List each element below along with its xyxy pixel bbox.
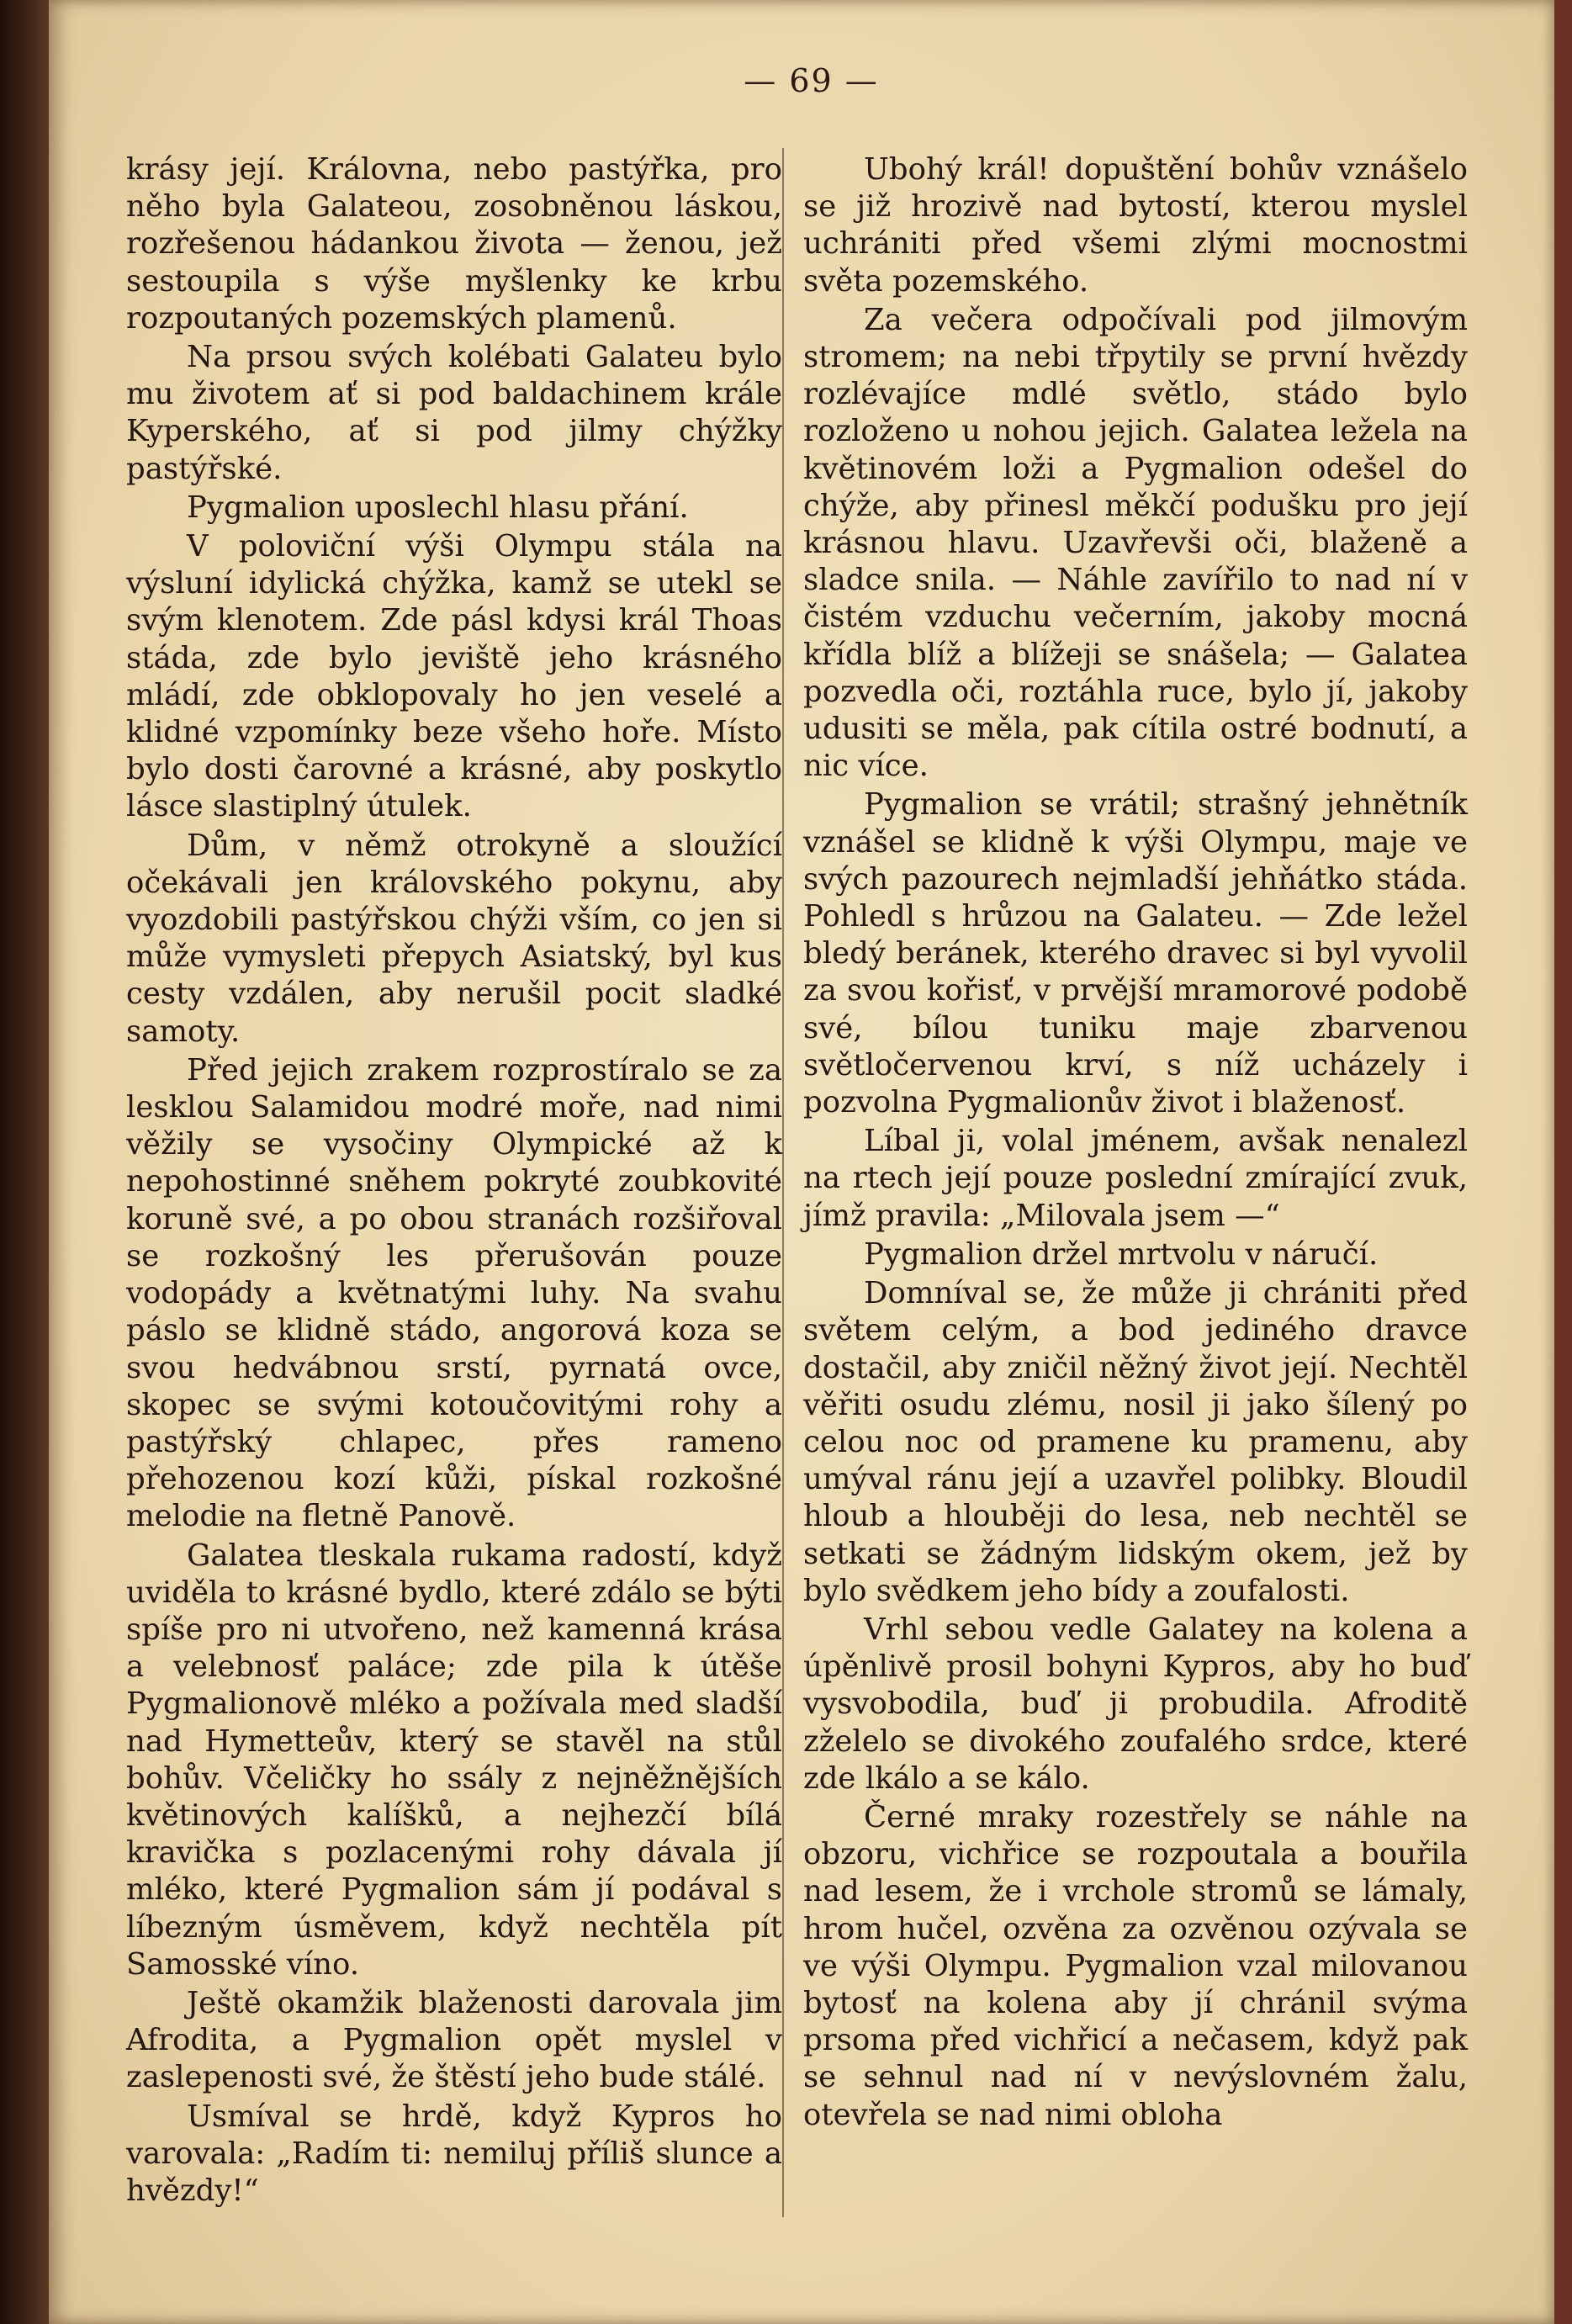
paragraph: V poloviční výši Olympu stála na výsluní idylická chýžka, kamž se utekl se svým klenotem. Zde pásl kdysi král Thoas stáda, zde bylo jeviště jeho krásného mládí, zde obklopovaly ho jen veselé a klidné vzpomínky beze všeho hoře. Místo bylo dosti čarovné a krásné, aby poskytlo lásce slastiplný útulek. — [126, 529, 782, 824]
paragraph: Za večera odpočívali pod jilmovým stromem; na nebi třpytily se první hvězdy rozlévajíce mdlé světlo, stádo bylo rozloženo u nohou jejich. Galatea ležela na květinovém loži a Pygmalion odešel do chýže, aby přinesl měkčí podušku pro její krásnou hlavu. Uzavřevši oči, blaženě a sladce snila. — Náhle zavířilo to nad ní v čistém vzduchu večerním, jakoby mocná křídla blíž a blížeji se snášela; — Galatea pozvedla oči, roztáhla ruce, bylo jí, jakoby udusiti se měla, pak cítila ostré bodnutí, a nic více. — [803, 302, 1468, 784]
paragraph: Usmíval se hrdě, když Kypros ho varovala: „Radím ti: nemiluj příliš slunce a hvězdy!“ — [126, 2099, 782, 2208]
paragraph: Galatea tleskala rukama radostí, když uviděla to krásné bydlo, které zdálo se býti spíše pro ni utvořeno, než kamenná krása a velebnosť paláce; zde pila k útěše Pygmalionově mléko a požívala med sladší nad Hymetteův, který se stavěl na stůl bohův. Včeličky ho ssály z nejněžnějších květinových kalíšků, a nejhezčí bílá kravička s pozlacenými rohy dávala jí mléko, které Pygmalion sám jí podával s líbezným úsměvem, když nechtěla pít Samosské víno. — [126, 1538, 782, 1982]
paragraph: Ubohý král! dopuštění bohův vznášelo se již hrozivě nad bytostí, kterou myslel uchrániti před všemi zlými mocnostmi světa pozemského. — [803, 152, 1468, 299]
paragraph: Vrhl sebou vedle Galatey na kolena a úpěnlivě prosil bohyni Kypros, aby ho buď vysvobodila, buď ji probudila. Afroditě zželelo se divokého zoufalého srdce, které zde lkálo a se kálo. — [803, 1612, 1468, 1796]
paragraph: Pygmalion se vrátil; strašný jehnětník vznášel se klidně k výši Olympu, maje ve svých pazourech nejmladší jehňátko stáda. Pohledl s hrůzou na Galateu. — Zde ležel bledý beránek, kterého dravec si byl vyvolil za svou kořisť, v prvější mramorové podobě své, bílou tuniku maje zbarvenou světločervenou krví, s níž ucházely i pozvolna Pygmalionův život i blaženosť. — [803, 787, 1468, 1120]
paragraph: Černé mraky rozestřely se náhle na obzoru, vichřice se rozpoutala a bouřila nad lesem, že i vrchole stromů se lámaly, hrom hučel, ozvěna za ozvěnou ozývala se ve výši Olympu. Pygmalion vzal milovanou bytosť na kolena aby jí chránil svýma prsoma před vichřicí a nečasem, když pak se sehnul nad ní v nevýslovném žalu, otevřela se nad nimi obloha — [803, 1799, 1468, 2132]
paragraph: Pygmalion uposlechl hlasu přání. — [187, 490, 689, 525]
page-edge — [1554, 0, 1572, 2324]
book-binding — [0, 0, 50, 2324]
paragraph: Pygmalion držel mrtvolu v náručí. — [864, 1236, 1379, 1272]
left-text-column — [126, 151, 782, 2210]
column-divider — [782, 148, 784, 2217]
paragraph: Líbal ji, volal jménem, avšak nenalezl na rtech její pouze poslední zmírající zvuk, jímž pravila: „Milovala jsem —“ — [803, 1124, 1468, 1233]
paragraph: Na prsou svých kolébati Galateu bylo mu životem ať si pod baldachinem krále Kyperského, ať si pod jilmy chýžky pastýřské. — [126, 340, 782, 486]
paragraph: krásy její. Královna, nebo pastýřka, pro něho byla Galateou, zosobněnou láskou, rozřešenou hádankou života — ženou, jež sestoupila s výše myšlenky ke krbu rozpoutaných pozemských plamenů. — [126, 152, 782, 336]
page-number: — 69 — — [744, 62, 879, 99]
paragraph: Ještě okamžik blaženosti darovala jim Afrodita, a Pygmalion opět myslel v zaslepenosti své, že štěstí jeho bude stálé. — [126, 1985, 782, 2095]
paragraph: Před jejich zrakem rozprostíralo se za lesklou Salamidou modré moře, nad nimi věžily se vysočiny Olympické až k nepohostinné sněhem pokryté zoubkovité koruně své, a po obou stranách rozšiřoval se rozkošný les přerušován pouze vodopády a květnatými luhy. Na svahu páslo se klidně stádo, angorová koza se svou hedvábnou srstí, pyrnatá ovce, skopec se svými kotoučovitými rohy a pastýřský chlapec, přes rameno přehozenou kozí kůži, pískal rozkošné melodie na fletně Panově. — [126, 1052, 782, 1534]
paragraph: Domníval se, že může ji chrániti před světem celým, a bod jediného dravce dostačil, aby zničil něžný život její. Nechtěl věřiti osudu zlému, nosil ji jako šílený po celou noc od pramene ku pramenu, aby umýval ránu její a uzavřel polibky. Bloudil hloub a hlouběji do lesa, neb nechtěl se setkati se žádným lidským okem, jež by bylo svědkem jeho bídy a zoufalosti. — [803, 1276, 1468, 1608]
right-text-column — [803, 151, 1468, 2134]
paragraph: Dům, v němž otrokyně a sloužící očekávali jen královského pokynu, aby vyozdobili pastýřskou chýži vším, co jen si může vymysleti přepych Asiatský, byl kus cesty vzdálen, aby nerušil pocit sladké samoty. — [126, 828, 782, 1049]
